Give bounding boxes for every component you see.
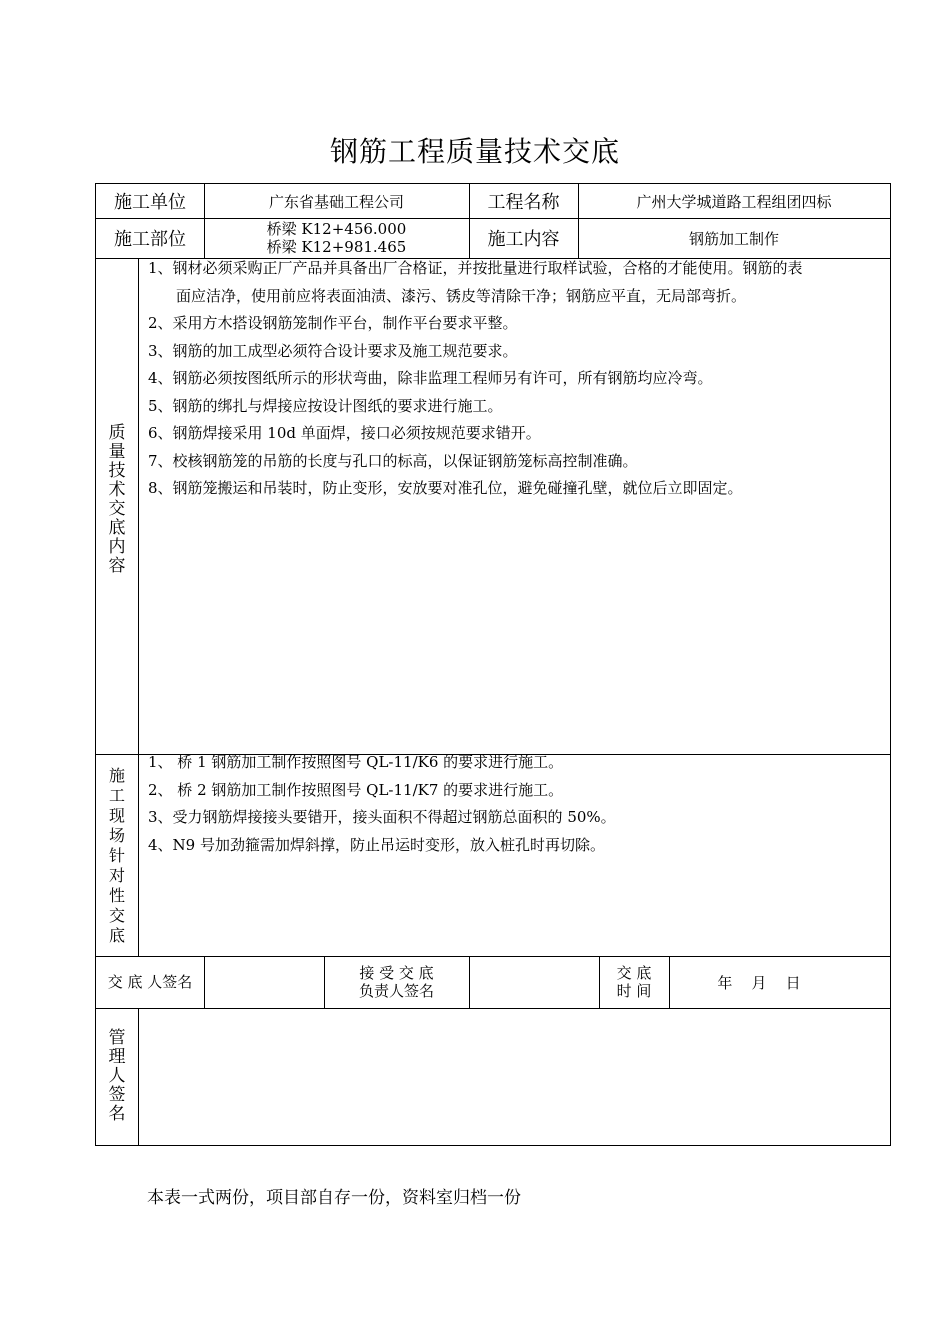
- label-char: 针: [108, 846, 125, 865]
- footer-note: 本表一式两份，项目部自存一份，资料室归档一份: [147, 1188, 521, 1208]
- location-label: 施工部位: [114, 229, 186, 250]
- list-item: 7、校核钢筋笼的吊筋的长度与孔口的标高，以保证钢筋笼标高控制准确。: [148, 451, 638, 470]
- list-item: 2、采用方木搭设钢筋笼制作平台，制作平台要求平整。: [148, 314, 518, 332]
- list-item: 4、钢筋必须按图纸所示的形状弯曲，除非监理工程师另有许可，所有钢筋均应冷弯。: [148, 369, 713, 387]
- location-line: 桥梁 K12+981.465: [266, 238, 407, 256]
- time-label-line: 时 间: [616, 982, 652, 1000]
- label-char: 对: [108, 866, 125, 885]
- receiver-sign-label: [324, 956, 469, 1008]
- discloser-sign-field[interactable]: [204, 956, 324, 1008]
- page-title: 钢筋工程质量技术交底: [329, 135, 620, 168]
- discloser-sign-label: 交 底 人签名: [107, 973, 193, 991]
- list-item: 6、钢筋焊接采用 10d 单面焊，接口必须按规范要求错开。: [148, 424, 541, 442]
- disclosure-time-label: [599, 956, 669, 1008]
- label-char: 现: [108, 806, 125, 825]
- manager-sign-label: [96, 1029, 138, 1124]
- list-item: 4、N9 号加劲箍需加焊斜撑，防止吊运时变形，放入桩孔时再切除。: [148, 835, 605, 854]
- list-item: 面应洁净，使用前应将表面油渍、漆污、锈皮等清除干净；钢筋应平直，无局部弯折。: [176, 286, 747, 305]
- label-char: 性: [108, 886, 125, 905]
- manager-sign-field[interactable]: [138, 1008, 890, 1146]
- label-char: 底: [108, 926, 125, 945]
- label-char: 场: [108, 826, 125, 845]
- list-item: 5、钢筋的绑扎与焊接应按设计图纸的要求进行施工。: [148, 396, 503, 415]
- label-char: 签: [108, 1085, 126, 1105]
- label-char: 容: [108, 556, 126, 576]
- label-char: 术: [108, 480, 126, 500]
- list-item: 1、 桥 1 钢筋加工制作按照图号 QL-11/K6 的要求进行施工。: [148, 753, 564, 771]
- content-label: 施工内容: [487, 229, 560, 250]
- label-char: 质: [108, 423, 126, 443]
- time-label-line: 交 底: [616, 964, 652, 982]
- list-item: 2、 桥 2 钢筋加工制作按照图号 QL-11/K7 的要求进行施工。: [148, 780, 564, 799]
- receiver-label-line: 负责人签名: [358, 982, 434, 1000]
- site-items: [148, 749, 888, 859]
- receiver-sign-field[interactable]: [469, 956, 599, 1008]
- col-divider: [138, 258, 139, 956]
- quality-items: [148, 255, 888, 503]
- disclosure-date-field[interactable]: 年 月 日: [717, 973, 801, 992]
- label-char: 底: [108, 518, 126, 538]
- unit-value: 广东省基础工程公司: [268, 192, 404, 211]
- label-char: 交: [108, 499, 126, 519]
- list-item: 8、钢筋笼搬运和吊装时，防止变形，安放要对准孔位，避免碰撞孔壁，就位后立即固定。: [148, 479, 743, 497]
- label-char: 交: [108, 906, 125, 925]
- label-char: 名: [108, 1104, 126, 1124]
- project-label: 工程名称: [487, 192, 560, 213]
- site-section-label: [96, 766, 138, 946]
- receiver-label-line: 接 受 交 底: [359, 964, 434, 982]
- label-char: 量: [108, 442, 126, 462]
- label-char: 管: [108, 1028, 126, 1048]
- list-item: 1、钢材必须采购正厂产品并具备出厂合格证，并按批量进行取样试验，合格的才能使用。钢筋的表: [148, 259, 803, 277]
- label-char: 工: [108, 786, 125, 805]
- project-value: 广州大学城道路工程组团四标: [636, 192, 832, 211]
- quality-section-label: [96, 424, 138, 576]
- label-char: 人: [108, 1066, 126, 1086]
- label-char: 施: [108, 766, 125, 785]
- list-item: 3、受力钢筋焊接接头要错开，接头面积不得超过钢筋总面积的 50%。: [148, 808, 616, 826]
- label-char: 技: [108, 461, 126, 481]
- unit-label: 施工单位: [114, 192, 186, 213]
- location-line: 桥梁 K12+456.000: [266, 220, 407, 238]
- location-value: [204, 218, 469, 258]
- label-char: 内: [108, 537, 126, 557]
- label-char: 理: [108, 1047, 126, 1067]
- disclosure-form-table: [95, 183, 891, 1146]
- list-item: 3、钢筋的加工成型必须符合设计要求及施工规范要求。: [148, 341, 518, 360]
- content-value: 钢筋加工制作: [688, 229, 779, 248]
